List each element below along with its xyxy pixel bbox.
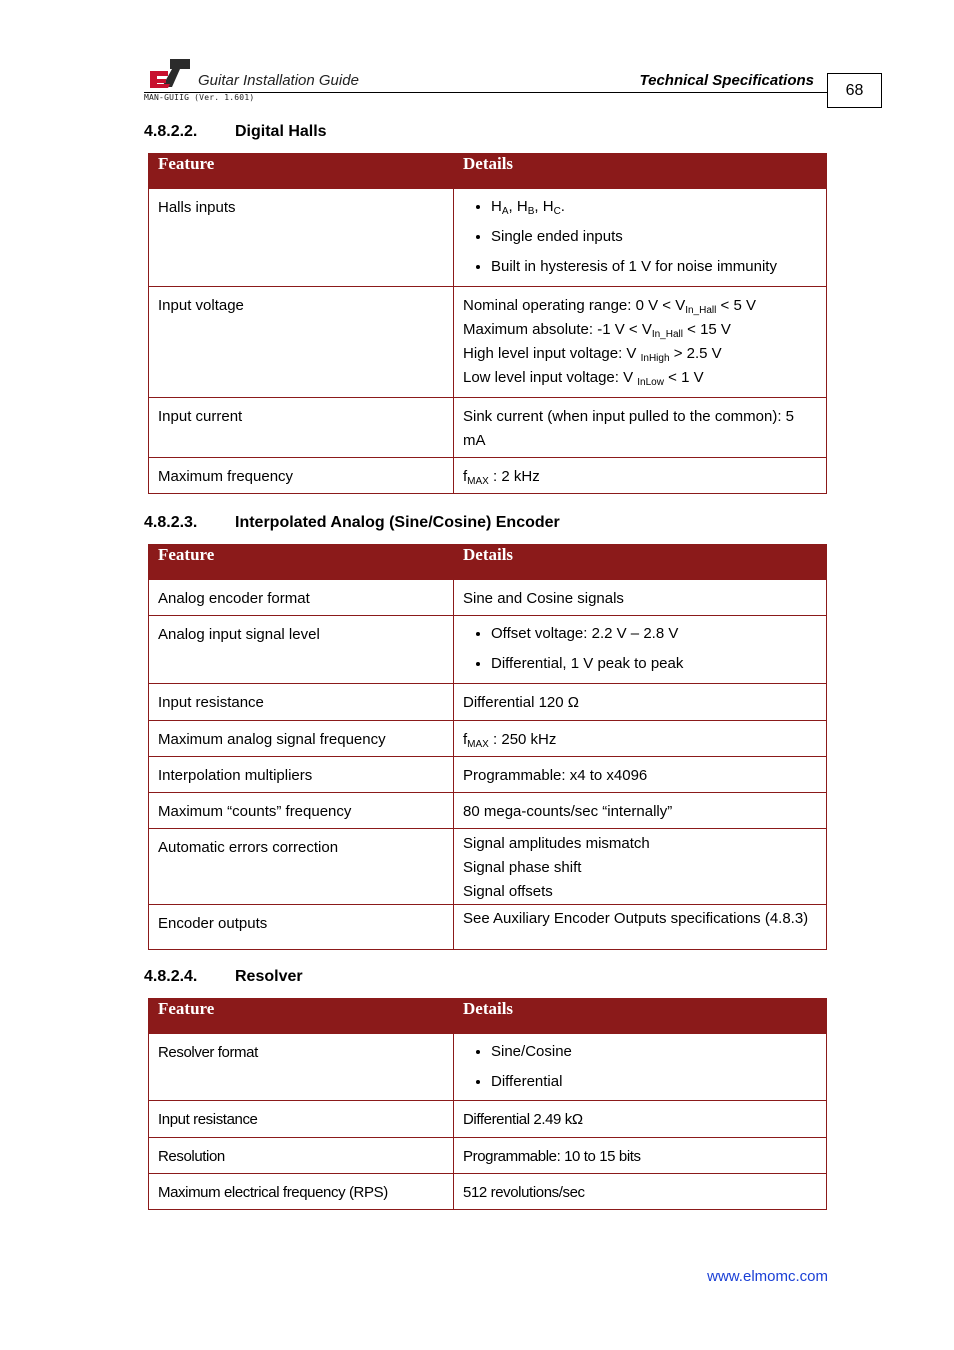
footer-website-link[interactable]: www.elmomc.com — [707, 1268, 828, 1285]
table-row — [149, 1034, 827, 1101]
details-cell: 80 mega-counts/sec “internally” — [454, 793, 827, 829]
feature-cell: Analog input signal level — [149, 616, 454, 684]
details-cell: See Auxiliary Encoder Outputs specifications (4.8.3) — [454, 905, 827, 950]
section-title: Technical Specifications — [639, 72, 814, 89]
details-cell: Sine and Cosine signals — [454, 580, 827, 616]
column-header-details: Details — [454, 545, 827, 580]
details-cell — [454, 829, 827, 905]
table-row — [149, 580, 827, 616]
details-cell: Programmable: 10 to 15 bits — [454, 1138, 827, 1174]
section-title-text: Interpolated Analog (Sine/Cosine) Encoder — [235, 514, 560, 531]
list-item: • Differential, 1 V peak to peak — [491, 649, 818, 679]
details-cell: Programmable: x4 to x4096 — [454, 757, 827, 793]
resolver-table — [148, 998, 827, 1210]
table-row — [149, 458, 827, 494]
feature-cell: Resolution — [149, 1138, 454, 1174]
table-header-row — [149, 545, 827, 580]
feature-cell: Resolver format — [149, 1034, 454, 1101]
column-header-feature: Feature — [149, 154, 454, 189]
detail-line: High level input voltage: V $_{InHigh}$ > 2.5 V — [463, 345, 722, 364]
table-header-row — [149, 154, 827, 189]
details-cell — [454, 287, 827, 398]
column-header-feature: Feature — [149, 999, 454, 1034]
page-number: 68 — [827, 73, 882, 108]
section-number: 4.8.2.2. — [144, 123, 198, 140]
column-header-details: Details — [454, 999, 827, 1034]
feature-cell: Encoder outputs — [149, 905, 454, 950]
details-cell: $f_{MAX}$ : 250 kHz — [454, 721, 827, 757]
feature-cell: Maximum electrical frequency (RPS) — [149, 1174, 454, 1210]
table-header-row — [149, 999, 827, 1034]
table-row — [149, 757, 827, 793]
detail-line: Maximum absolute: -1 $V < V_{In\_Hall} < 15$ V — [463, 321, 731, 340]
detail-line: Signal amplitudes mismatch — [463, 835, 650, 852]
table-row — [149, 905, 827, 950]
section-number: 4.8.2.4. — [144, 968, 198, 985]
detail-line: Nominal operating range: 0 $V < V_{In\_Hall} < 5$ V — [463, 297, 756, 316]
column-header-details: Details — [454, 154, 827, 189]
feature-cell: Interpolation multipliers — [149, 757, 454, 793]
feature-cell: Maximum “counts” frequency — [149, 793, 454, 829]
list-item: • Single ended inputs — [491, 222, 818, 252]
details-cell: $f_{MAX}$ : 2 kHz — [454, 458, 827, 494]
feature-cell: Maximum analog signal frequency — [149, 721, 454, 757]
column-header-feature: Feature — [149, 545, 454, 580]
details-cell — [454, 616, 827, 684]
feature-cell: Input current — [149, 398, 454, 458]
table-row — [149, 1138, 827, 1174]
feature-cell: Halls inputs — [149, 189, 454, 287]
table-row — [149, 398, 827, 458]
detail-line: Low level input voltage: V $_{InLow}$ < 1 V — [463, 369, 704, 388]
analog-encoder-table — [148, 544, 827, 950]
table-row — [149, 793, 827, 829]
elmo-logo — [148, 57, 192, 89]
feature-cell: Maximum frequency — [149, 458, 454, 494]
table-row — [149, 189, 827, 287]
list-item: • Built in hysteresis of 1 V for noise immunity — [491, 252, 818, 282]
feature-cell: Input resistance — [149, 684, 454, 721]
table-row — [149, 1174, 827, 1210]
feature-cell: Automatic errors correction — [149, 829, 454, 905]
details-cell — [454, 1034, 827, 1101]
section-heading-analog-encoder — [144, 514, 560, 532]
table-row — [149, 829, 827, 905]
digital-halls-table — [148, 153, 827, 494]
details-cell: 512 revolutions/sec — [454, 1174, 827, 1210]
details-cell — [454, 189, 827, 287]
list-item: • Sine/Cosine — [491, 1037, 818, 1067]
feature-cell: Input voltage — [149, 287, 454, 398]
details-cell: Differential 120 Ω — [454, 684, 827, 721]
details-cell: Differential 2.49 kΩ — [454, 1101, 827, 1138]
list-item: • Differential — [491, 1067, 818, 1097]
table-row — [149, 287, 827, 398]
table-row — [149, 1101, 827, 1138]
feature-cell: Input resistance — [149, 1101, 454, 1138]
section-heading-resolver — [144, 968, 303, 986]
section-heading-digital-halls — [144, 123, 327, 141]
section-title-text: Digital Halls — [235, 123, 327, 140]
details-cell: Sink current (when input pulled to the common): 5 mA — [454, 398, 827, 458]
table-row — [149, 616, 827, 684]
detail-line: Signal phase shift — [463, 859, 582, 876]
list-item: • Offset voltage: 2.2 V – 2.8 V — [491, 619, 818, 649]
table-row — [149, 721, 827, 757]
guide-title: Guitar Installation Guide — [198, 72, 359, 89]
table-row — [149, 684, 827, 721]
list-item: • $H_A$, $H_B$, $H_C$. — [491, 192, 818, 222]
section-number: 4.8.2.3. — [144, 514, 198, 531]
section-title-text: Resolver — [235, 968, 303, 985]
detail-line: Signal offsets — [463, 883, 553, 900]
doc-version: MAN-GUIIG (Ver. 1.601) — [144, 93, 255, 102]
feature-cell: Analog encoder format — [149, 580, 454, 616]
